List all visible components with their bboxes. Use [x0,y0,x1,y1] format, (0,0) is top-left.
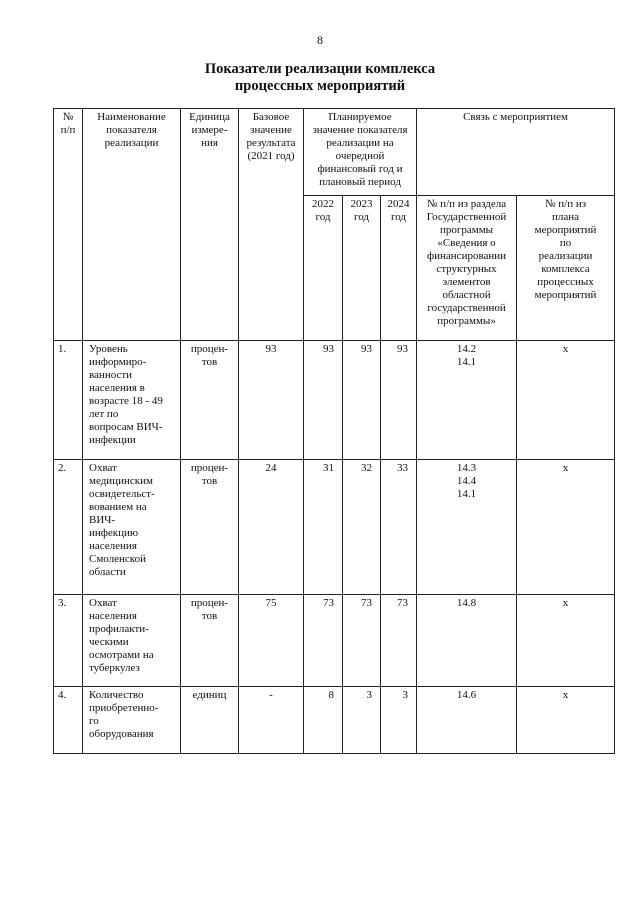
row-2023: 32 [343,460,381,595]
row-2022: 8 [304,687,343,754]
text-line: комплекса [541,263,590,275]
text-line: освидетельст- [89,488,155,500]
text-line: № п/п из [545,198,587,210]
text-line: Охват [89,462,117,474]
row-plan-ref: х [517,595,615,687]
row-2022: 31 [304,460,343,595]
row-num: 2. [54,460,83,595]
text-line: программы [439,224,494,236]
text-line: оборудования [89,728,154,740]
text-line: тов [201,356,218,368]
text-line: по [559,237,572,249]
row-state-ref [417,341,517,460]
text-line: 14.2 [456,343,477,355]
row-name [83,460,181,595]
table-row [54,687,615,754]
text-line: 2023 [350,198,373,210]
text-line: населения [89,610,137,622]
text-line: элементов [442,276,491,288]
text-line: 14.1 [456,356,477,368]
header-num [54,109,83,341]
row-state-ref [417,460,517,595]
text-line: ния [201,137,218,149]
text-line: программы» [437,315,496,327]
text-line: (2021 год) [247,150,295,162]
title-line-2: процессных мероприятий [234,78,406,94]
text-line: инфекцию [89,527,139,539]
text-line: измере- [191,124,228,136]
text-line: областной [442,289,491,301]
row-name [83,687,181,754]
text-line: год [353,211,370,223]
text-line: Уровень [89,343,128,355]
row-plan-ref: х [517,341,615,460]
text-line: процен- [190,597,229,609]
row-2024: 73 [381,595,417,687]
text-line: Смоленской [89,553,146,565]
text-line: вованием на [89,501,147,513]
text-line: процессных [537,276,594,288]
indicators-table [53,108,615,754]
text-line: приобретенно- [89,702,159,714]
text-line: 2022 [312,198,334,210]
table-row [54,341,615,460]
text-line: единиц [192,689,227,701]
row-2024: 3 [381,687,417,754]
row-base: 75 [239,595,304,687]
header-link: Связь с мероприятием [417,109,615,196]
title-line-1: Показатели реализации комплекса [204,61,436,77]
row-2023: 73 [343,595,381,687]
text-line: Планируемое [328,111,392,123]
text-line: Базовое [252,111,290,123]
row-2024: 33 [381,460,417,595]
header-year-2024 [381,196,417,341]
row-plan-ref: х [517,687,615,754]
text-line: реализации на [326,137,394,149]
text-line: населения [89,540,137,552]
text-line: тов [201,475,218,487]
row-unit [181,460,239,595]
row-state-ref [417,687,517,754]
page-number: 8 [317,33,323,47]
text-line: информиро- [89,356,147,368]
row-num: 1. [54,341,83,460]
text-line: результата [246,137,296,149]
text-line: 2024 [387,198,410,210]
row-base: 93 [239,341,304,460]
row-unit [181,595,239,687]
header-planned [304,109,417,196]
row-2022: 93 [304,341,343,460]
header-unit [181,109,239,341]
table-row [54,460,615,595]
text-line: туберкулез [89,662,140,674]
header-year-2023 [343,196,381,341]
table-row [54,595,615,687]
row-num: 4. [54,687,83,754]
text-line: 14.6 [456,689,477,701]
text-line: области [89,566,126,578]
text-line: Охват [89,597,117,609]
row-unit [181,341,239,460]
row-2023: 93 [343,341,381,460]
row-num: 3. [54,595,83,687]
text-line: № п/п из раздела [426,198,507,210]
text-line: мероприятий [534,289,597,301]
text-line: ВИЧ- [89,514,116,526]
header-row-1 [54,109,615,196]
text-line: Количество [89,689,144,701]
text-line: вопросам ВИЧ- [89,421,163,433]
row-name [83,595,181,687]
text-line: ванности [89,369,133,381]
row-base: 24 [239,460,304,595]
text-line: Государственной [426,211,507,223]
row-unit [181,687,239,754]
text-line: значение [250,124,292,136]
text-line: Наименование [97,111,166,123]
text-line: п/п [60,124,76,136]
row-plan-ref: х [517,460,615,595]
text-line: год [315,211,331,223]
header-year-2022 [304,196,343,341]
text-line: «Сведения о [437,237,496,249]
text-line: плана [552,211,580,223]
text-line: 14.1 [456,488,477,500]
text-line: очередной [335,150,385,162]
text-line: реализации [538,250,593,262]
text-line: мероприятий [534,224,597,236]
text-line: финансовый год и [317,163,403,175]
row-2022: 73 [304,595,343,687]
text-line: процен- [190,343,229,355]
text-line: показателя [106,124,157,136]
text-line: год [391,211,407,223]
text-line: медицинским [89,475,153,487]
text-line: № [62,111,74,123]
header-name [83,109,181,341]
header-link-state-program [417,196,517,341]
row-name [83,341,181,460]
text-line: реализации [104,137,159,149]
text-line: государственной [427,302,506,314]
text-line: плановый период [319,176,401,188]
text-line: профилакти- [89,623,149,635]
text-line: лет по [89,408,119,420]
text-line: 14.3 [456,462,477,474]
text-line: ческими [89,636,129,648]
row-state-ref [417,595,517,687]
row-base: - [239,687,304,754]
text-line: структурных [436,263,497,275]
text-line: Единица [189,111,230,123]
row-2023: 3 [343,687,381,754]
text-line: возрасте 18 - 49 [89,395,163,407]
text-line: осмотрами на [89,649,154,661]
row-2024: 93 [381,341,417,460]
text-line: процен- [190,462,229,474]
text-line: тов [201,610,218,622]
text-line: значение показателя [312,124,408,136]
page-title [0,61,640,95]
text-line: 14.8 [456,597,477,609]
text-line: населения в [89,382,145,394]
header-link-plan [517,196,615,341]
text-line: финансировании [427,250,507,262]
text-line: 14.4 [456,475,477,487]
header-base [239,109,304,341]
text-line: го [89,715,99,727]
text-line: инфекции [89,434,136,446]
